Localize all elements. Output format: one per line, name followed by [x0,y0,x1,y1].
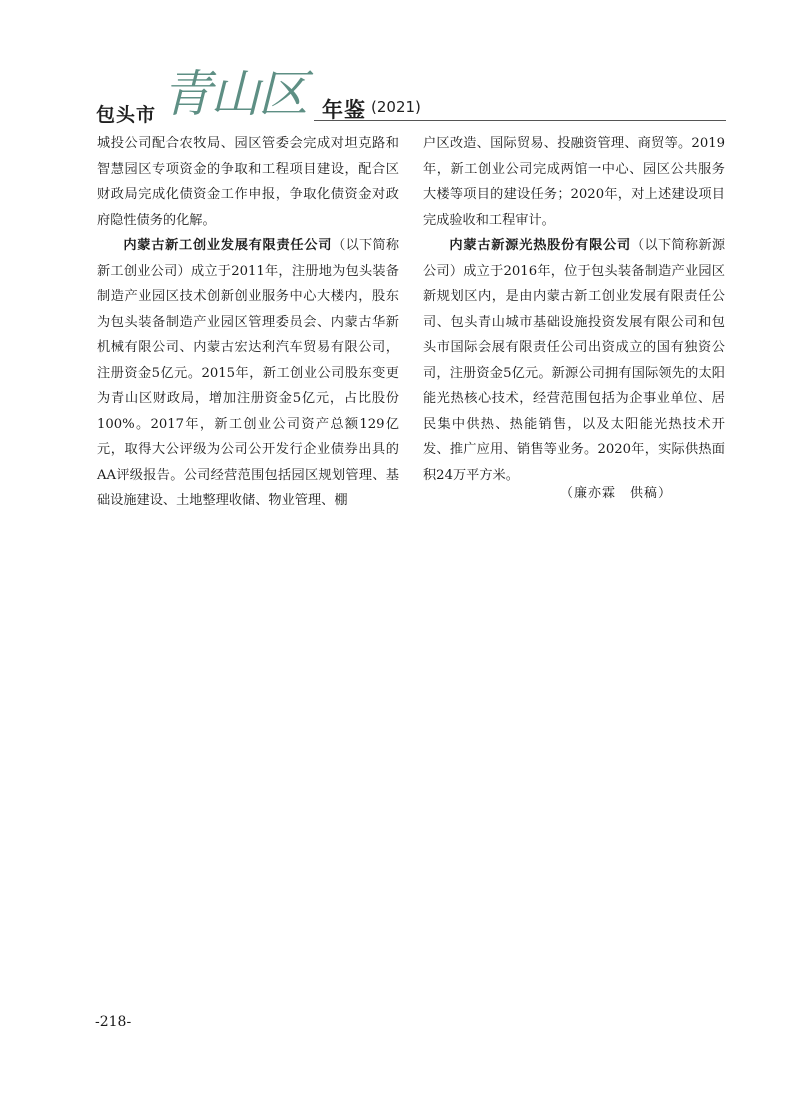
header-year: (2021) [371,98,421,116]
company-name-xingong: 内蒙古新工创业发展有限责任公司 [123,238,333,253]
company-name-xinyuan: 内蒙古新源光热股份有限公司 [449,238,631,253]
header-city: 包头市 [96,104,157,126]
paragraph-xinyuan-company [423,233,725,488]
contributor-credit: （廉亦霖 供稿） [560,486,673,501]
paragraph-xingong-continued: 户区改造、国际贸易、投融资管理、商贸等。2019年，新工创业公司完成两馆一中心、园区公共服务大楼等项目的建设任务；2020年，对上述建设项目完成验收和工程审计。 [423,136,725,228]
page-header [96,62,726,132]
paragraph-xingong-company [97,233,399,514]
company-text-xingong: （以下简称新工创业公司）成立于2011年，注册地为包头装备制造产业园区技术创新创业服务中心大楼内，股东为包头装备制造产业园区管理委员会、内蒙古华新机械有限公司、内蒙古宏达利汽车贸易有限公司，注册资金5亿元。2015年，新工创业公司股东变更为青山区财政局，增加注册资金5亿元，占比股份100%。2017年，新工创业公司资产总额129亿元，取得大公评级为公司公开发行企业债券出具的AA评级报告。公司经营范围包括园区规划管理、基础设施建设、土地整理收储、物业管理、棚 [97,238,400,508]
company-text-xinyuan: （以下简称新源公司）成立于2016年，位于包头装备制造产业园区新规划区内，是由内蒙古新工创业发展有限责任公司、包头青山城市基础设施投资发展有限公司和包头市国际会展有限责任公司出资成立的国有独资公司，注册资金5亿元。新源公司拥有国际领先的太阳能光热核心技术，经营范围包括为企事业单位、居民集中供热、热能销售，以及太阳能光热技术开发、推广应用、销售等业务。2020年，实际供热面积24万平方米。 [423,238,726,483]
header-district-logo: 青山区 [162,65,306,123]
paragraph-chengtou-continued: 城投公司配合农牧局、园区管委会完成对坦克路和智慧园区专项资金的争取和工程项目建设，配合区财政局完成化债资金工作申报，争取化债资金对政府隐性债务的化解。 [97,136,399,228]
header-rule [314,120,726,121]
header-yearbook: 年鉴 [322,98,366,122]
right-column [423,131,725,488]
left-column [97,131,399,514]
page-number: -218- [95,1014,132,1030]
